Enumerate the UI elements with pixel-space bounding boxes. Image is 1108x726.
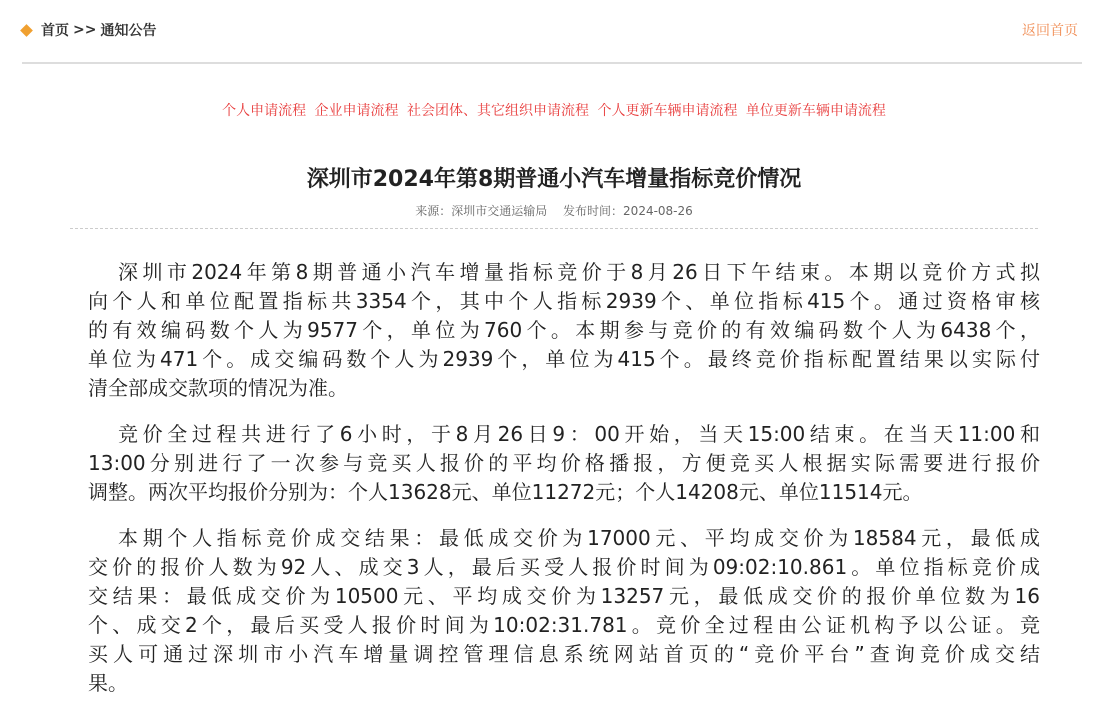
paragraph-line: 个、成交2个，最后买受人报价时间为10:02:31.781。竞价全过程由公证机构予以公证。竞 [88,613,1040,637]
paragraph-line: 单位为471个。成交编码数个人为2939个，单位为415个。最终竞价指标配置结果以实际付 [88,347,1040,371]
paragraph-line: 清全部成交款项的情况为准。 [88,376,348,400]
article-paragraph [88,524,1040,698]
process-links [0,100,1108,120]
divider [22,62,1082,64]
link-company-apply[interactable]: 企业申请流程 [314,103,399,119]
breadcrumb-separator: >> [73,22,97,38]
article-meta [0,202,1108,219]
breadcrumb-home[interactable]: 首页 [41,23,69,39]
article-paragraph [88,258,1040,403]
paragraph-line: 向个人和单位配置指标共3354个，其中个人指标2939个、单位指标415个。通过资格审核 [88,289,1040,313]
paragraph-line: 交价的报价人数为92人、成交3人，最后买受人报价时间为09:02:10.861。单位指标竞价成 [88,555,1040,579]
paragraph-line: 竞价全过程共进行了6小时，于8月26日9：00开始，当天15:00结束。在当天11:00和 [118,422,1040,446]
paragraph-line: 本期个人指标竞价成交结果：最低成交价为17000元、平均成交价为18584元，最低成 [118,526,1040,550]
paragraph-line: 交结果：最低成交价为10500元、平均成交价为13257元，最低成交价的报价单位数为16 [88,584,1040,608]
link-personal-apply[interactable]: 个人申请流程 [222,103,307,119]
paragraph-line: 13:00分别进行了一次参与竞买人报价的平均价格播报，方便竞买人根据实际需要进行报价 [88,451,1040,475]
back-home-link[interactable]: 返回首页 [1022,23,1078,39]
article-body [88,258,1040,715]
link-unit-renew[interactable]: 单位更新车辆申请流程 [745,103,886,119]
paragraph-line: 果。 [88,671,128,695]
article-title: 深圳市2024年第8期普通小汽车增量指标竞价情况 [306,167,802,192]
paragraph-line: 买人可通过深圳市小汽车增量调控管理信息系统网站首页的“竞价平台”查询竞价成交结 [88,642,1040,666]
paragraph-line: 的有效编码数个人为9577个，单位为760个。本期参与竞价的有效编码数个人为6438个， [88,318,1040,342]
paragraph-line: 深圳市2024年第8期普通小汽车增量指标竞价于8月26日下午结束。本期以竞价方式拟 [118,260,1040,284]
paragraph-line: 调整。两次平均报价分别为：个人13628元、单位11272元；个人14208元、单位11514元。 [88,480,923,504]
breadcrumb-current[interactable]: 通知公告 [100,23,157,39]
link-org-apply[interactable]: 社会团体、其它组织申请流程 [407,103,589,119]
dotted-divider [70,228,1038,229]
link-personal-renew[interactable]: 个人更新车辆申请流程 [597,103,738,119]
article-paragraph [88,420,1040,507]
breadcrumb [22,20,160,40]
article-date: 发布时间：2024-08-26 [563,204,693,218]
article-source: 来源：深圳市交通运输局 [415,204,548,218]
diamond-icon [20,24,33,37]
